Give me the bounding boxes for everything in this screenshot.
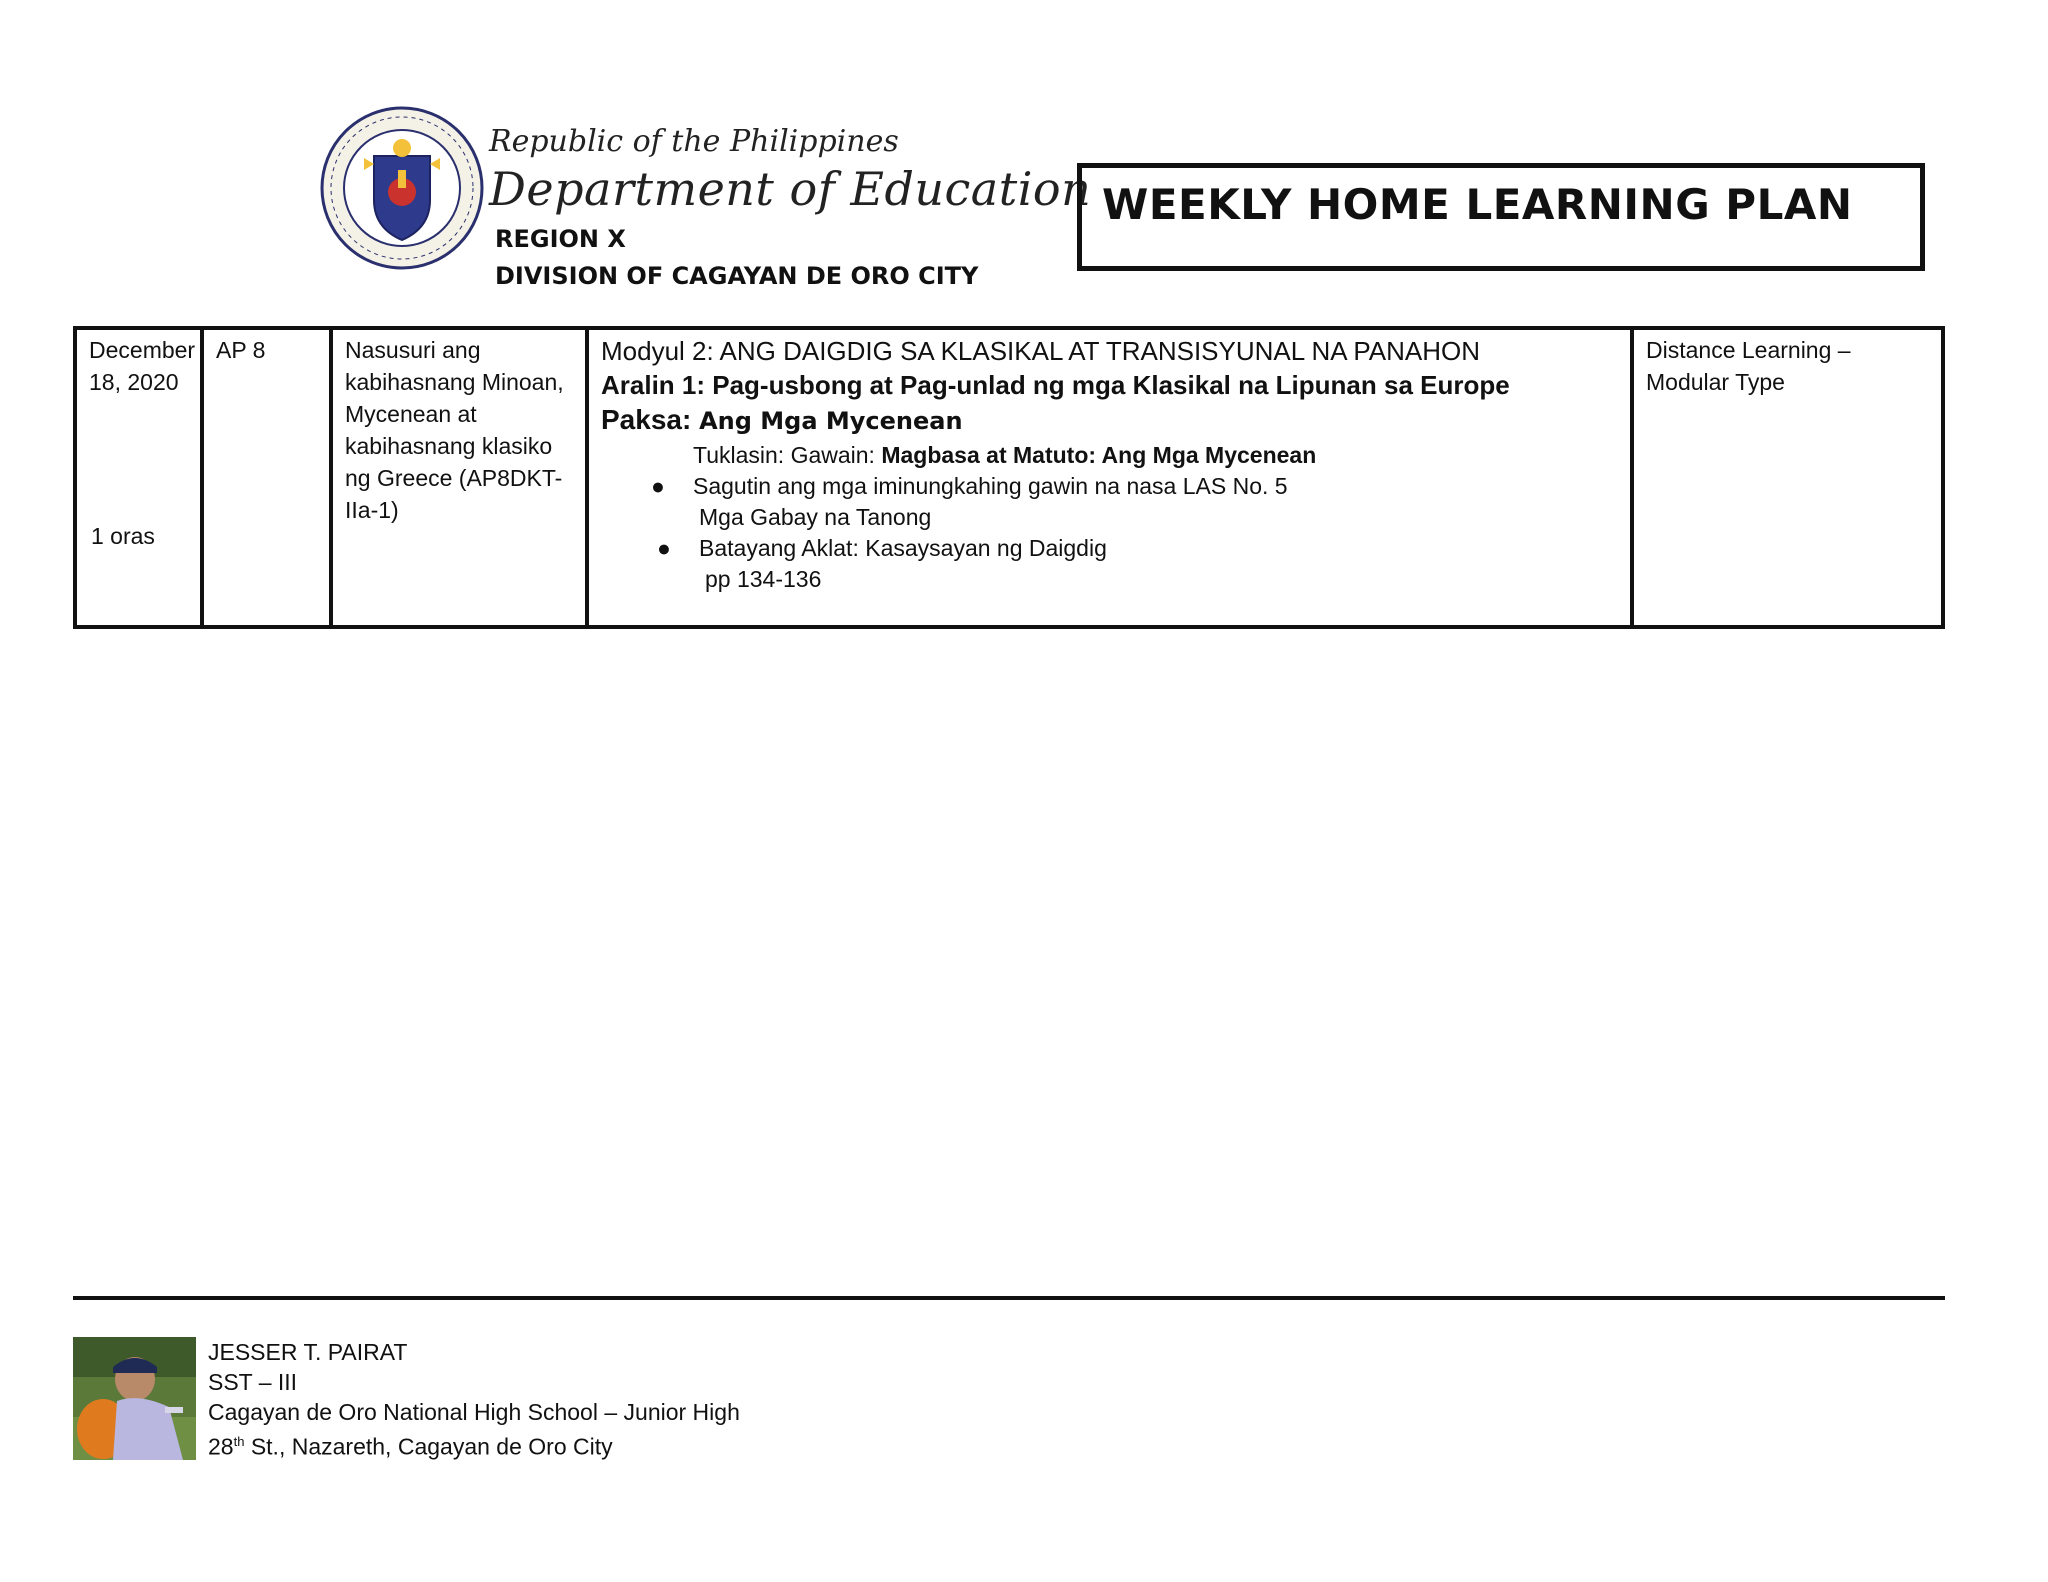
activities-cell bbox=[589, 330, 1634, 625]
page-title: WEEKLY HOME LEARNING PLAN bbox=[1102, 180, 1853, 229]
author-name: JESSER T. PAIRAT bbox=[208, 1339, 408, 1365]
modyul-label: Modyul 2: bbox=[601, 336, 720, 366]
list-item bbox=[601, 533, 1618, 595]
deped-seal-icon bbox=[318, 104, 486, 272]
subject-cell bbox=[204, 330, 333, 625]
republic-text: Republic of the Philippines bbox=[489, 124, 899, 159]
paksa-label: Paksa: bbox=[601, 404, 700, 435]
mode-cell bbox=[1634, 330, 1941, 625]
subject-text: AP 8 bbox=[216, 337, 266, 363]
learning-plan-table bbox=[73, 326, 1945, 629]
activity-list bbox=[601, 471, 1618, 595]
author-school: Cagayan de Oro National High School – Junior High bbox=[208, 1399, 740, 1425]
address-suffix: th bbox=[233, 1434, 245, 1449]
list-item-subline: pp 134-136 bbox=[705, 566, 822, 592]
paksa-heading bbox=[601, 402, 1618, 439]
competency-text: Nasusuri ang kabihasnang Minoan, Mycenean at kabihasnang klasiko ng Greece (AP8DKT-IIa-1) bbox=[345, 337, 564, 523]
list-item-line: Batayang Aklat: Kasaysayan ng Daigdig bbox=[699, 535, 1107, 561]
division-label: DIVISION OF CAGAYAN DE ORO CITY bbox=[495, 262, 979, 290]
modyul-title: ANG DAIGDIG SA KLASIKAL AT TRANSISYUNAL NA PANAHON bbox=[719, 336, 1481, 366]
author-position: SST – III bbox=[208, 1369, 298, 1395]
address-number: 28 bbox=[208, 1433, 234, 1460]
department-name: Department of Education bbox=[489, 162, 1092, 216]
bullet-icon: ● bbox=[657, 535, 671, 561]
date-cell bbox=[77, 330, 204, 625]
paksa-value: Ang Mga Mycenean bbox=[699, 407, 963, 435]
tuklasin-label: Tuklasin: Gawain: bbox=[693, 442, 882, 468]
bullet-icon: ● bbox=[651, 473, 665, 499]
author-address bbox=[208, 1427, 740, 1462]
tuklasin-value: Magbasa at Matuto: Ang Mga Mycenean bbox=[881, 442, 1317, 468]
author-photo bbox=[73, 1337, 196, 1460]
date-text: December 18, 2020 bbox=[89, 337, 196, 395]
aralin-heading: Aralin 1: Pag-usbong at Pag-unlad ng mga Klasikal na Lipunan sa Europe bbox=[601, 370, 1510, 400]
author-info bbox=[208, 1337, 740, 1462]
address-rest: St., Nazareth, Cagayan de Oro City bbox=[244, 1433, 613, 1460]
modyul-heading bbox=[601, 334, 1618, 368]
list-item-line: Sagutin ang mga iminungkahing gawin na nasa LAS No. 5 bbox=[693, 473, 1288, 499]
list-item-subline: Mga Gabay na Tanong bbox=[699, 504, 932, 530]
competency-cell bbox=[333, 330, 589, 625]
tuklasin-line bbox=[601, 439, 1618, 471]
list-item bbox=[601, 471, 1618, 533]
plan-title-box bbox=[1077, 163, 1925, 271]
footer-divider bbox=[73, 1296, 1945, 1300]
mode-text: Distance Learning – Modular Type bbox=[1646, 337, 1851, 395]
region-label: REGION X bbox=[495, 225, 626, 253]
duration-text: 1 oras bbox=[91, 523, 155, 549]
